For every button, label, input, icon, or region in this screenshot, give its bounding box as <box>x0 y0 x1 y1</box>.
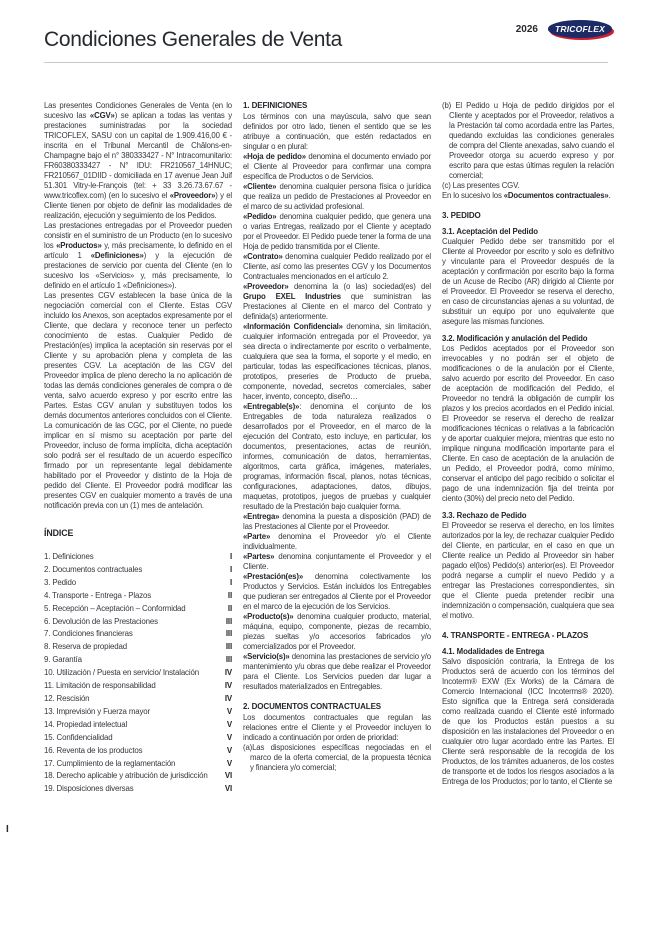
index-item-label: 8. Reserva de propiedad <box>44 642 127 652</box>
index-item-page: V <box>226 719 232 729</box>
index-item-label: 14. Propiedad intelectual <box>44 719 128 729</box>
column-left <box>44 101 232 938</box>
index-item-label: 7. Condiciones financieras <box>44 629 133 639</box>
subsection-heading: 3.2. Modificación y anulación del Pedido <box>442 334 588 343</box>
index-row <box>44 770 232 783</box>
index-item-page: III <box>225 629 232 639</box>
index-row <box>44 603 232 616</box>
paragraph: «Prestación(es)» denomina colectivamente los Productos y Servicios. Están incluidos los Entregables que pudieran ser entregados al Cliente por el Proveedor en el marco de la ejecución de los Servicios. <box>243 572 431 611</box>
paragraph: «Servicio(s)» denomina las prestaciones de servicio y/o mantenimiento y/u obras que debe realizar el Proveedor para el Cliente. Los Servicios pueden dar lugar a resultados materializados en Entregables. <box>243 652 431 691</box>
paragraph: Cualquier Pedido debe ser transmitido por el Cliente al Proveedor por escrito y solo es definitivo y vinculante para el Proveedor después de la aceptación y confirmación por escrito bajo la forma de un Acuse de Recibo (AR) dirigido al Cliente por el Proveedor. El Proveedor se reserva el derecho, en caso de circunstancias ajenas a su voluntad, de substituir un equipo por uno equivalente que asegure las mismas funciones. <box>442 237 614 326</box>
index-item-label: 2. Documentos contractuales <box>44 564 143 574</box>
paragraph: Los documentos contractuales que regulan las relaciones entre el Cliente y el Proveedor incluyen lo indicado a continuación por orden de prioridad: <box>243 713 431 742</box>
index-row <box>44 628 232 641</box>
index-item-label: 6. Devolución de las Prestaciones <box>44 616 158 626</box>
subsection-heading: 4.1. Modalidades de Entrega <box>442 647 545 656</box>
column-middle <box>243 101 431 938</box>
index-item-page: II <box>227 590 232 600</box>
page-title: Condiciones Generales de Venta <box>44 28 343 51</box>
paragraph: (c) Las presentes CGV. <box>442 181 520 190</box>
page-roman-marker: I <box>6 824 9 835</box>
section-heading: 1. DEFINICIONES <box>243 101 308 110</box>
index-item-page: V <box>226 706 232 716</box>
index-row <box>44 732 232 745</box>
index-row <box>44 616 232 629</box>
index-item-label: 12. Rescisión <box>44 693 90 703</box>
index-item-label: 19. Disposiciones diversas <box>44 784 134 794</box>
paragraph: Las prestaciones entregadas por el Proveedor pueden consistir en el suministro de un Producto (en lo sucesivo los «Productos» y, más precisamente, lo definido en el artículo 1 «Definiciones») y la ejecución de prestaciones de servicio por cuenta del Cliente (en lo sucesivo los «Servicios» y, más precisamente, lo definido en el artículo 1 «Definiciones»). <box>44 221 232 290</box>
index-title: ÍNDICE <box>44 528 74 538</box>
index-item-page: III <box>225 616 232 626</box>
index-item-page: III <box>225 642 232 652</box>
paragraph: (a)Las disposiciones específicas negociadas en el marco de la oferta comercial, de la propuesta técnica y financiera y/o comercial; <box>243 743 431 772</box>
content-columns <box>44 101 614 938</box>
index-item-page: V <box>226 745 232 755</box>
index-item-label: 16. Reventa de los productos <box>44 745 143 755</box>
index-item-page: IV <box>224 693 232 703</box>
index-row <box>44 706 232 719</box>
index-row <box>44 564 232 577</box>
paragraph: «Cliente» denomina cualquier persona física o jurídica que realiza un pedido de Prestaciones al Proveedor en el marco de su actividad profesional. <box>243 182 431 211</box>
index-item-page: V <box>226 758 232 768</box>
paragraph: Las presentes CGV establecen la base única de la negociación comercial con el Cliente. Estas CGV incluido los Anexos, son aceptados expresamente por el Cliente, que declara y reconoce tener un perfecto conocimiento de estas. Cualquier Pedido de Prestación(es) implica la aceptación sin reservas por el Cliente y su aprobación plena y completa de las presentes CGV. La aceptación de las CGV del Proveedor implica de pleno derecho la no aplicación de todas las demás condiciones generales de compra o de venta, salvo acuerdo expreso y por escrito entre las Partes. Estas CGV anulan y substituyen todos los demás documentos anteriores concluidos con el Cliente. La comunicación de las CGC, por el Cliente, no puede implicar en sí mismo su aceptación por parte del Proveedor, incluso de forma implícita, dicha aceptación solo podrá ser el resultado de un acuerdo específico firmado por un representante legal debidamente habilitado por el Proveedor y distinto de la Hoja de pedido del Cliente. El Proveedor podrá modificar las presentes CGV en cualquier momento a través de una notificación previa con un (1) mes de antelación. <box>44 291 232 510</box>
index-item-page: II <box>227 603 232 613</box>
index-item-page: VI <box>224 784 232 794</box>
index-item-label: 3. Pedido <box>44 577 76 587</box>
index-row <box>44 654 232 667</box>
paragraph: «Parte» denomina el Proveedor y/o el Cliente individualmente. <box>243 532 431 551</box>
index-row <box>44 680 232 693</box>
index-item-page: I <box>229 564 232 574</box>
index-item-page: I <box>229 552 232 561</box>
index-item-label: 13. Imprevisión y Fuerza mayor <box>44 706 151 716</box>
index-row <box>44 745 232 758</box>
index-item-label: 15. Confidencialidad <box>44 732 113 742</box>
index <box>44 528 232 796</box>
index-item-page: IV <box>224 668 232 678</box>
index-item-label: 18. Derecho aplicable y atribución de jurisdicción <box>44 771 208 781</box>
paragraph: «Producto(s)» denomina cualquier producto, material, máquina, equipo, componente, piezas de recambio, piezas sueltas y/o accesorios fabricados y/o comercializados por el Proveedor. <box>243 612 431 651</box>
index-item-page: VI <box>224 771 232 781</box>
subsection-heading: 3.3. Rechazo de Pedido <box>442 511 527 520</box>
subsection-heading: 3.1. Aceptación del Pedido <box>442 227 538 236</box>
index-row <box>44 667 232 680</box>
index-item-label: 4. Transporte - Entrega - Plazos <box>44 590 152 600</box>
header-divider <box>44 62 608 63</box>
section-heading: 2. DOCUMENTOS CONTRACTUALES <box>243 702 382 711</box>
paragraph: Las presentes Condiciones Generales de Venta (en lo sucesivo las «CGV») se aplican a todas las ventas y prestaciones suministradas por la sociedad TRICOFLEX, SASU con un capital de 1.909.416,00 € - inscrita en el Tribunal Mercantil de Châlons-en-Champagne bajo el n° 380333427 - N° Intracomunitario: FR60380333427 - N° IDU: FR210567_14HNUC; FR210567_01DIID - domiciliada en 17 avenue Jean Juif 51.301 Vitry-le-François (tel: + 33 3.26.73.67.67 - www.tricoflex.com) (en lo sucesivo el «Proveedor») y el Cliente tienen por objeto de definir las modalidades de realización, ejecución y seguimiento de los Pedidos. <box>44 101 232 220</box>
index-item-page: I <box>229 577 232 587</box>
paragraph: «Partes» denomina conjuntamente el Proveedor y el Cliente. <box>243 552 431 571</box>
index-item-label: 5. Recepción – Aceptación – Conformidad <box>44 603 186 613</box>
index-item-page: III <box>225 655 232 665</box>
logo-text: TRICOFLEX <box>555 23 605 34</box>
paragraph: Salvo disposición contraria, la Entrega de los Productos será de acuerdo con los términos del Incoterm® EXW (Ex Works) de la Cámara de Comercio Internacional (ICC Incoterms® 2020). Esto significa que la Entrega será considerada como realizada cuando el Cliente esté informado de que los Productos están puestos a su disposición en las instalaciones del Proveedor o en cualquier otro lugar acordado entre las Partes. El Cliente será responsable de la recogida de los Productos, de los trámites aduaneros, de los costes de transporte et de todos los riesgos asociados a la Entrega de los Productos; por lo tanto, el Cliente se <box>442 657 614 786</box>
index-row <box>44 783 232 796</box>
logo-oval <box>548 20 612 38</box>
index-row <box>44 693 232 706</box>
index-item-page: V <box>226 732 232 742</box>
paragraph: En lo sucesivo los «Documentos contractuales». <box>442 191 611 200</box>
paragraph: Los términos con una mayúscula, salvo que sean definidos por otro lado, tienen el sentido que se les atribuye a continuación, que estén redactados en singular o en plural: <box>243 112 431 151</box>
tricoflex-logo <box>548 20 614 39</box>
index-row <box>44 577 232 590</box>
paragraph: Los Pedidos aceptados por el Proveedor son irrevocables y no podrán ser el objeto de modificaciones o de la anulación por el Cliente, salvo acuerdo por escrito del Proveedor. En caso de aceptación de modificación del Pedido, el Proveedor no tendrá la obligación de cumplir los plazos y los precios acordados en el Pedido inicial. El Proveedor se reserva el derecho de realizar modificaciones técnicas o relativas a la fabricación y de aportar cualquier mejora, mientras que esto no implique ninguna modificación importante para el Cliente. En caso de aceptación de la anulación de un Pedido, el Proveedor podrá, como mínimo, conservar el anticipo del pago recibido o solicitar el pago de una indemnización fija del treinta por ciento (30%) del precio neto del Pedido. <box>442 344 614 503</box>
index-item-label: 11. Limitación de responsabilidad <box>44 681 156 691</box>
index-item-label: 17. Cumplimiento de la reglamentación <box>44 758 176 768</box>
index-row <box>44 719 232 732</box>
paragraph: «Pedido» denomina cualquier pedido, que genera una o varias Entregas, realizado por el Cliente y aceptado por el Proveedor. El Pedido puede tener la forma de una Hoja de pedido transmitida por el Cliente. <box>243 212 431 251</box>
index-row <box>44 551 232 564</box>
paragraph: El Proveedor se reserva el derecho, en los límites autorizados por la ley, de rechazar cualquier Pedido del Cliente, en particular, en el caso en que un Cliente realice un Pedido al Proveedor sin haber pagado el(los) Pedido(s) anterior(es). El Proveedor podrá negarse a cumplir el nuevo Pedido y a entregar las Prestaciones correspondientes, sin que el Cliente pueda pretender recibir una indemnización o compensación, cualquiera que sea el motivo. <box>442 521 614 620</box>
column-right <box>442 101 614 938</box>
index-item-page: IV <box>224 681 232 691</box>
paragraph: (b) El Pedido u Hoja de pedido dirigidos por el Cliente y aceptados por el Proveedor, relativos a la Prestación tal como acordada entre las Partes, quedando excluidas las condiciones generales de compra del Cliente anexadas, salvo cuando el Proveedor otorga su acuerdo expreso y por escrito para que estas últimas regulen la relación comercial; <box>442 101 614 180</box>
paragraph: «Información Confidencial» denomina, sin limitación, cualquier información entregada por el Proveedor, ya sea directa o indirectamente por escrito o verbalmente, cualquiera que sea la forma, el soporte y el medio, en particular, todas las especificaciones técnicas, planos, prototipos, preseries de Producto de prueba, componente, novedad, secretos comerciales, saber hacer, invento, concepto, diseño… <box>243 322 431 401</box>
paragraph: «Proveedor» denomina la (o las) sociedad(es) del Grupo EXEL Industries que suministran las Prestaciones al Cliente en el marco del Contrato y definida(s) anteriormente. <box>243 282 431 321</box>
index-row <box>44 641 232 654</box>
index-row <box>44 590 232 603</box>
page-header <box>44 23 614 52</box>
index-item-label: 9. Garantía <box>44 655 82 665</box>
year-label: 2026 <box>515 24 538 35</box>
paragraph: «Entrega» denomina la puesta a disposición (PAD) de las Prestaciones al Cliente por el Proveedor. <box>243 512 431 531</box>
index-item-label: 1. Definiciones <box>44 552 94 561</box>
paragraph: «Entregable(s)»: denomina el conjunto de los Entregables de toda naturaleza realizados o desarrollados por el Proveedor, en el marco de la ejecución del Contrato, esto incluye, en particular, los documentos, presentaciones, actas de reunión, informes, comunicación de datos, herramientas, algoritmos, carta gráfica, imágenes, materiales, programas, información fiscal, planos, notas técnicas, configuraciones, adaptaciones, datos, dibujos, maquetas, prototipos, juegos de pruebas y cualquier resultado de la Prestación bajo cualquier forma. <box>243 402 431 511</box>
index-item-label: 10. Utilización / Puesta en servicio/ Instalación <box>44 668 199 678</box>
section-heading: 4. TRANSPORTE - ENTREGA - PLAZOS <box>442 631 589 640</box>
paragraph: «Contrato» denomina cualquier Pedido realizado por el Cliente, así como las presentes CGV y los Documentos Contractuales mencionados en el artículo 2. <box>243 252 431 281</box>
section-heading: 3. PEDIDO <box>442 211 481 220</box>
header-right <box>516 20 614 39</box>
index-row <box>44 758 232 771</box>
paragraph: «Hoja de pedido» denomina el documento enviado por el Cliente al Proveedor para confirmar una compra específica de Productos o de Servicios. <box>243 152 431 181</box>
